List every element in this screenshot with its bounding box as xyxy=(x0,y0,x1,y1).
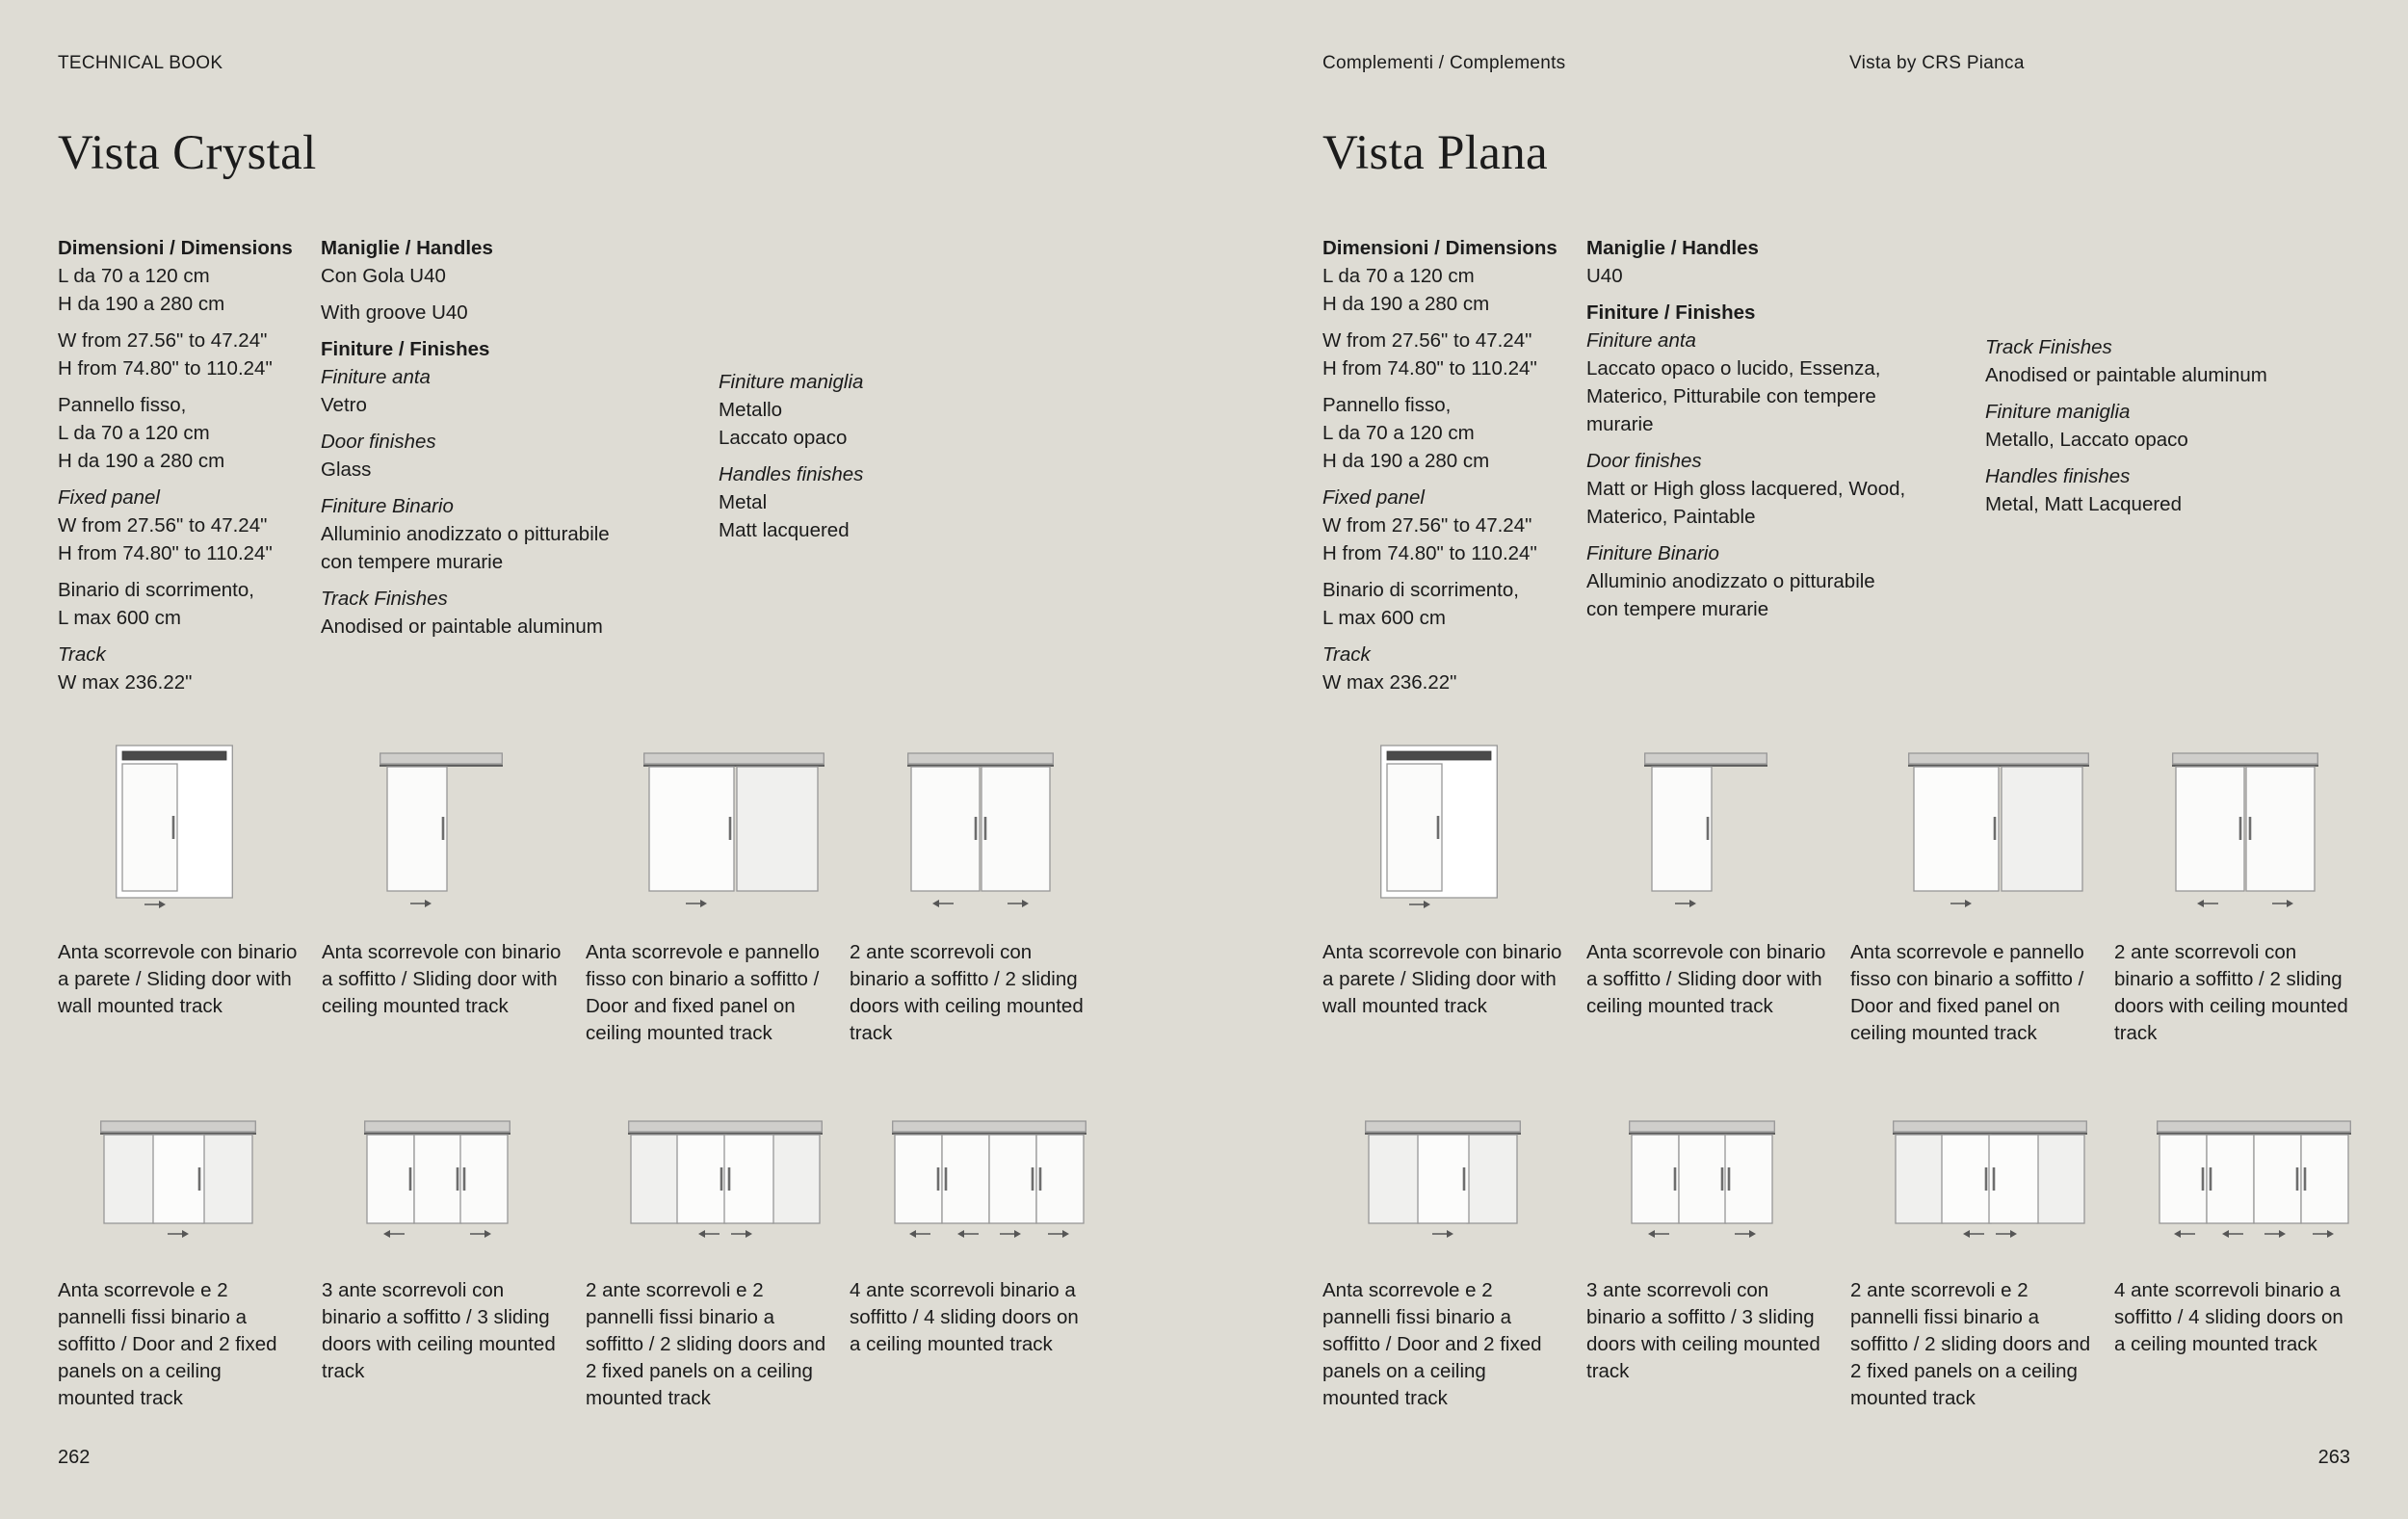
spec-block xyxy=(1985,462,2361,518)
spec-line: Metallo xyxy=(719,399,783,421)
spec-block xyxy=(1322,484,1583,567)
spec-line: Fixed panel xyxy=(1322,486,1425,509)
spec-line: W from 27.56" to 47.24" xyxy=(58,329,268,352)
diagram-three-sliding-doors xyxy=(322,1115,571,1412)
spec-col-handle-finish xyxy=(719,368,1046,553)
spec-line: L da 70 a 120 cm xyxy=(58,265,210,287)
spec-line: Matt or High gloss lacquered, Wood, xyxy=(1586,478,1906,500)
spec-col-track-handle-finish xyxy=(1985,333,2361,527)
spec-line: H da 190 a 280 cm xyxy=(1322,450,1490,472)
spec-col-dimensions xyxy=(1322,234,1583,705)
diagram-door-two-fixed-panels xyxy=(58,1115,307,1412)
spec-heading: Finiture / Finishes xyxy=(1586,301,1756,324)
diagram-sliding-door-ceiling-track xyxy=(322,740,571,1047)
diagram-two-sliding-doors xyxy=(850,740,1099,1047)
door-diagram xyxy=(2114,740,2364,909)
spec-line: Alluminio anodizzato o pitturabile xyxy=(321,523,610,545)
spec-block xyxy=(1586,234,1981,290)
spec-line: H from 74.80" to 110.24" xyxy=(1322,542,1537,564)
spec-line: L max 600 cm xyxy=(1322,607,1446,629)
spec-line: con tempere murarie xyxy=(1586,598,1769,620)
diagram-caption: 3 ante scorrevoli con binario a soffitto / 3 sliding doors with ceiling mounted track xyxy=(1586,1279,1820,1382)
diagram-caption: Anta scorrevole con binario a soffitto / Sliding door with ceiling mounted track xyxy=(1586,941,1826,1017)
door-diagram xyxy=(1322,740,1572,909)
spec-line: Laccato opaco o lucido, Essenza, xyxy=(1586,357,1881,380)
diagram-caption: 2 ante scorrevoli con binario a soffitto / 2 sliding doors with ceiling mounted track xyxy=(850,941,1084,1044)
spec-col-dimensions xyxy=(58,234,318,705)
diagram-two-doors-two-fixed xyxy=(1850,1115,2100,1412)
spec-line: Con Gola U40 xyxy=(321,265,446,287)
spec-line: L da 70 a 120 cm xyxy=(58,422,210,444)
door-diagram xyxy=(1850,1115,2100,1243)
spec-line: Fixed panel xyxy=(58,486,160,509)
spec-block xyxy=(321,492,716,576)
spec-line: W from 27.56" to 47.24" xyxy=(58,514,268,537)
spec-line: H from 74.80" to 110.24" xyxy=(58,542,273,564)
diagram-row-2 xyxy=(1322,1115,2364,1412)
spec-block xyxy=(1985,398,2361,454)
diagram-four-sliding-doors xyxy=(2114,1115,2364,1412)
spec-heading: Maniglie / Handles xyxy=(1586,237,1759,259)
spec-block xyxy=(1586,299,1981,438)
spec-line: Handles finishes xyxy=(1985,465,2131,487)
spec-heading: Maniglie / Handles xyxy=(321,237,493,259)
diagram-row-1 xyxy=(1322,740,2364,1047)
spec-line: Finiture Binario xyxy=(1586,542,1719,564)
spec-line: H da 190 a 280 cm xyxy=(1322,293,1490,315)
spec-line: Finiture anta xyxy=(1586,329,1696,352)
spec-line: Finiture anta xyxy=(321,366,431,388)
spec-block xyxy=(1586,539,1981,623)
spec-line: Metal xyxy=(719,491,768,513)
door-diagram xyxy=(586,1115,835,1243)
section-label: Complementi / Complements xyxy=(1322,53,1566,73)
diagram-caption: 4 ante scorrevoli binario a soffitto / 4 sliding doors on a ceiling mounted track xyxy=(2114,1279,2343,1355)
spec-line: W max 236.22" xyxy=(1322,671,1457,694)
spec-line: H from 74.80" to 110.24" xyxy=(1322,357,1537,380)
spec-line: W from 27.56" to 47.24" xyxy=(1322,329,1532,352)
spec-col-handles-finishes xyxy=(1586,234,1981,632)
door-diagram xyxy=(850,1115,1099,1243)
spec-line: Track Finishes xyxy=(1985,336,2112,358)
spec-block xyxy=(58,391,318,475)
spec-line: W max 236.22" xyxy=(58,671,193,694)
diagram-caption: Anta scorrevole e pannello fisso con binario a soffitto / Door and fixed panel on ceiling mounted track xyxy=(586,941,820,1044)
spec-line: Alluminio anodizzato o pitturabile xyxy=(1586,570,1875,592)
door-diagram xyxy=(2114,1115,2364,1243)
spec-line: H da 190 a 280 cm xyxy=(58,293,225,315)
spec-line: Metal, Matt Lacquered xyxy=(1985,493,2182,515)
spec-line: Handles finishes xyxy=(719,463,864,485)
diagram-two-sliding-doors xyxy=(2114,740,2364,1047)
spec-block xyxy=(58,641,318,696)
spec-line: H da 190 a 280 cm xyxy=(58,450,225,472)
spec-block xyxy=(1985,333,2361,389)
diagram-caption: Anta scorrevole e 2 pannelli fissi binario a soffitto / Door and 2 fixed panels on a ceiling mounted track xyxy=(58,1279,277,1409)
spec-block xyxy=(58,576,318,632)
door-diagram xyxy=(1322,1115,1572,1243)
spec-line: con tempere murarie xyxy=(321,551,504,573)
spec-line: H from 74.80" to 110.24" xyxy=(58,357,273,380)
spec-line: Door finishes xyxy=(1586,450,1702,472)
spec-line: Laccato opaco xyxy=(719,427,848,449)
spec-block xyxy=(1586,447,1981,531)
spec-block xyxy=(719,368,1046,452)
spec-line: Binario di scorrimento, xyxy=(58,579,254,601)
spec-line: U40 xyxy=(1586,265,1623,287)
page-number-left: 262 xyxy=(58,1447,91,1468)
spec-line: L da 70 a 120 cm xyxy=(1322,422,1475,444)
diagram-two-doors-two-fixed xyxy=(586,1115,835,1412)
spec-line: Anodised or paintable aluminum xyxy=(321,615,603,638)
door-diagram xyxy=(850,740,1099,909)
diagram-caption: Anta scorrevole e pannello fisso con binario a soffitto / Door and fixed panel on ceiling mounted track xyxy=(1850,941,2084,1044)
spec-block xyxy=(1322,391,1583,475)
spec-block xyxy=(321,585,716,641)
spec-line: Finiture maniglia xyxy=(719,371,864,393)
spec-block xyxy=(321,428,716,484)
diagram-caption: Anta scorrevole con binario a parete / Sliding door with wall mounted track xyxy=(58,941,298,1017)
diagram-sliding-door-wall-track xyxy=(58,740,307,1047)
diagram-row-1 xyxy=(58,740,1099,1047)
spec-heading: Dimensioni / Dimensions xyxy=(1322,237,1557,259)
door-diagram xyxy=(586,740,835,909)
door-diagram xyxy=(1586,1115,1836,1243)
diagram-row-2 xyxy=(58,1115,1099,1412)
spec-heading: Finiture / Finishes xyxy=(321,338,490,360)
spec-line: Track xyxy=(1322,643,1371,666)
spec-line: Matt lacquered xyxy=(719,519,850,541)
spec-line: Track Finishes xyxy=(321,588,448,610)
spec-block xyxy=(58,327,318,382)
spec-line: Vetro xyxy=(321,394,367,416)
diagram-caption: Anta scorrevole e 2 pannelli fissi binario a soffitto / Door and 2 fixed panels on a ceiling mounted track xyxy=(1322,1279,1542,1409)
door-diagram xyxy=(322,740,571,909)
spec-line: Materico, Pitturabile con tempere xyxy=(1586,385,1876,407)
spec-line: Finiture Binario xyxy=(321,495,454,517)
brand-label: Vista by CRS Pianca xyxy=(1849,53,2025,73)
spec-line: Anodised or paintable aluminum xyxy=(1985,364,2267,386)
spec-heading: Dimensioni / Dimensions xyxy=(58,237,293,259)
spec-block xyxy=(1322,327,1583,382)
diagram-door-fixed-panel xyxy=(586,740,835,1047)
spec-block xyxy=(58,484,318,567)
spec-line: Binario di scorrimento, xyxy=(1322,579,1519,601)
spec-line: Metallo, Laccato opaco xyxy=(1985,429,2188,451)
page-number-right: 263 xyxy=(2317,1447,2350,1468)
spec-block xyxy=(1322,576,1583,632)
book-title: TECHNICAL BOOK xyxy=(58,53,223,73)
diagram-caption: 2 ante scorrevoli con binario a soffitto / 2 sliding doors with ceiling mounted track xyxy=(2114,941,2348,1044)
spec-line: Pannello fisso, xyxy=(58,394,187,416)
spec-block xyxy=(321,299,716,327)
spec-block xyxy=(321,335,716,419)
diagram-caption: 3 ante scorrevoli con binario a soffitto / 3 sliding doors with ceiling mounted track xyxy=(322,1279,556,1382)
door-diagram xyxy=(322,1115,571,1243)
diagram-three-sliding-doors xyxy=(1586,1115,1836,1412)
spec-line: L da 70 a 120 cm xyxy=(1322,265,1475,287)
spec-line: L max 600 cm xyxy=(58,607,181,629)
diagram-four-sliding-doors xyxy=(850,1115,1099,1412)
spec-block xyxy=(321,234,716,290)
spec-line: With groove U40 xyxy=(321,301,468,324)
diagram-caption: Anta scorrevole con binario a soffitto / Sliding door with ceiling mounted track xyxy=(322,941,562,1017)
diagram-sliding-door-wall-track xyxy=(1322,740,1572,1047)
diagram-caption: Anta scorrevole con binario a parete / Sliding door with wall mounted track xyxy=(1322,941,1562,1017)
spec-line: Glass xyxy=(321,458,372,481)
spec-line: Pannello fisso, xyxy=(1322,394,1452,416)
diagram-caption: 2 ante scorrevoli e 2 pannelli fissi binario a soffitto / 2 sliding doors and 2 fixed panels on a ceiling mounted track xyxy=(1850,1279,2091,1409)
spec-block xyxy=(719,460,1046,544)
door-diagram xyxy=(1586,740,1836,909)
spec-line: murarie xyxy=(1586,413,1654,435)
spec-block xyxy=(1322,641,1583,696)
spec-line: W from 27.56" to 47.24" xyxy=(1322,514,1532,537)
page-right xyxy=(1204,0,2408,1519)
door-diagram xyxy=(58,1115,307,1243)
spec-col-handles-finishes xyxy=(321,234,716,649)
spec-block xyxy=(1322,234,1583,318)
diagram-caption: 4 ante scorrevoli binario a soffitto / 4 sliding doors on a ceiling mounted track xyxy=(850,1279,1079,1355)
spec-line: Materico, Paintable xyxy=(1586,506,1756,528)
page-title: Vista Crystal xyxy=(58,126,317,180)
page-title: Vista Plana xyxy=(1322,126,1548,180)
diagram-sliding-door-ceiling-track xyxy=(1586,740,1836,1047)
diagram-door-fixed-panel xyxy=(1850,740,2100,1047)
spec-block xyxy=(58,234,318,318)
diagram-caption: 2 ante scorrevoli e 2 pannelli fissi binario a soffitto / 2 sliding doors and 2 fixed panels on a ceiling mounted track xyxy=(586,1279,826,1409)
diagram-door-two-fixed-panels xyxy=(1322,1115,1572,1412)
door-diagram xyxy=(1850,740,2100,909)
spec-line: Door finishes xyxy=(321,431,436,453)
spec-line: Track xyxy=(58,643,106,666)
door-diagram xyxy=(58,740,307,909)
spec-line: Finiture maniglia xyxy=(1985,401,2131,423)
